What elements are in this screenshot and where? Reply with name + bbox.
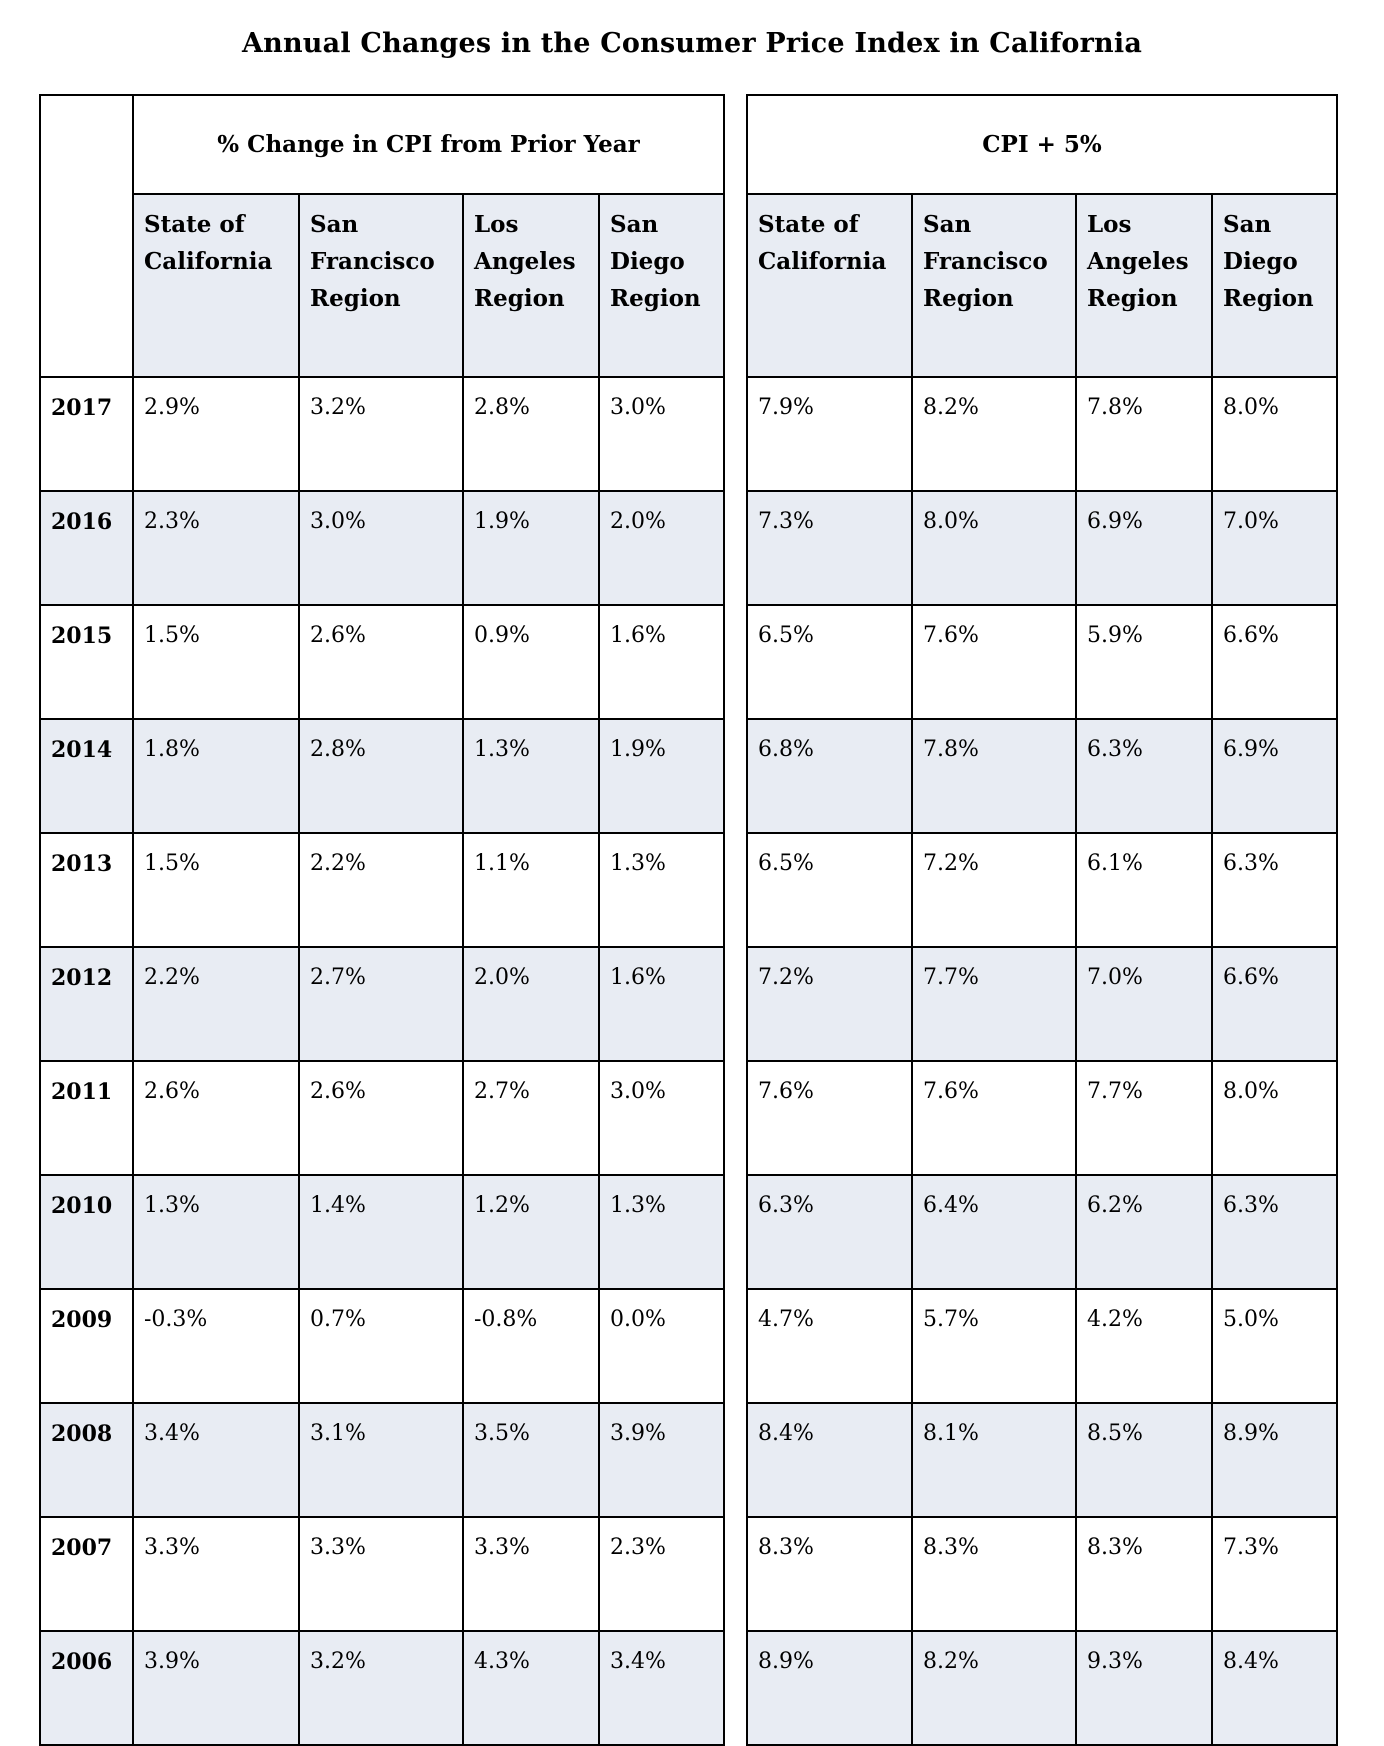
cpi-change-cell: 2.6% xyxy=(133,1061,299,1175)
cpi-change-cell: -0.8% xyxy=(463,1289,599,1403)
cpi-change-cell: 3.0% xyxy=(599,377,724,491)
table-row xyxy=(40,719,724,833)
column-header: San Francisco Region xyxy=(912,194,1076,377)
cpi-plus-five-cell: 7.6% xyxy=(912,1061,1076,1175)
year-cell: 2016 xyxy=(40,491,133,605)
year-cell: 2013 xyxy=(40,833,133,947)
table-row xyxy=(747,1289,1337,1403)
cpi-plus-five-cell: 6.6% xyxy=(1212,947,1337,1061)
cpi-plus-five-cell: 6.3% xyxy=(747,1175,912,1289)
cpi-change-cell: 1.3% xyxy=(133,1175,299,1289)
cpi-plus-five-cell: 8.0% xyxy=(1212,1061,1337,1175)
year-cell: 2007 xyxy=(40,1517,133,1631)
cpi-change-cell: 3.2% xyxy=(299,1631,463,1745)
cpi-plus-five-cell: 5.9% xyxy=(1076,605,1212,719)
cpi-change-cell: 2.0% xyxy=(463,947,599,1061)
table-row xyxy=(40,1289,724,1403)
table-row xyxy=(40,1403,724,1517)
cpi-change-cell: 3.9% xyxy=(133,1631,299,1745)
cpi-change-cell: 1.6% xyxy=(599,947,724,1061)
column-header: State of California xyxy=(747,194,912,377)
cpi-plus-five-cell: 6.4% xyxy=(912,1175,1076,1289)
cpi-change-cell: 2.3% xyxy=(133,491,299,605)
table-row xyxy=(747,377,1337,491)
cpi-plus-five-cell: 6.9% xyxy=(1212,719,1337,833)
cpi-change-cell: 3.5% xyxy=(463,1403,599,1517)
cpi-plus-five-cell: 7.2% xyxy=(747,947,912,1061)
group-header-row xyxy=(747,95,1337,194)
cpi-plus-five-table xyxy=(746,94,1338,1746)
cpi-change-cell: 2.7% xyxy=(299,947,463,1061)
cpi-change-cell: -0.3% xyxy=(133,1289,299,1403)
cpi-change-cell: 3.9% xyxy=(599,1403,724,1517)
column-header: Los Angeles Region xyxy=(463,194,599,377)
cpi-change-cell: 1.3% xyxy=(599,833,724,947)
table-row xyxy=(40,1517,724,1631)
cpi-plus-five-cell: 6.8% xyxy=(747,719,912,833)
column-header: San Francisco Region xyxy=(299,194,463,377)
cpi-change-cell: 2.8% xyxy=(463,377,599,491)
cpi-plus-five-cell: 8.3% xyxy=(1076,1517,1212,1631)
group-header-row xyxy=(40,95,724,194)
cpi-plus-five-cell: 8.4% xyxy=(747,1403,912,1517)
year-cell: 2014 xyxy=(40,719,133,833)
cpi-change-cell: 1.6% xyxy=(599,605,724,719)
cpi-change-cell: 3.0% xyxy=(299,491,463,605)
cpi-change-cell: 1.2% xyxy=(463,1175,599,1289)
page-title: Annual Changes in the Consumer Price Index in California xyxy=(241,28,1143,59)
cpi-change-cell: 2.6% xyxy=(299,605,463,719)
column-header: State of California xyxy=(133,194,299,377)
cpi-change-cell: 1.5% xyxy=(133,605,299,719)
cpi-change-cell: 0.0% xyxy=(599,1289,724,1403)
cpi-change-cell: 2.7% xyxy=(463,1061,599,1175)
year-cell: 2010 xyxy=(40,1175,133,1289)
cpi-change-cell: 3.0% xyxy=(599,1061,724,1175)
year-cell: 2012 xyxy=(40,947,133,1061)
cpi-change-cell: 1.3% xyxy=(463,719,599,833)
cpi-change-cell: 4.3% xyxy=(463,1631,599,1745)
cpi-plus-five-cell: 7.2% xyxy=(912,833,1076,947)
table-row xyxy=(747,1517,1337,1631)
cpi-change-cell: 3.2% xyxy=(299,377,463,491)
cpi-plus-five-cell: 8.0% xyxy=(1212,377,1337,491)
year-cell: 2006 xyxy=(40,1631,133,1745)
cpi-plus-five-cell: 8.9% xyxy=(747,1631,912,1745)
table-row xyxy=(40,1061,724,1175)
cpi-plus-five-cell: 6.9% xyxy=(1076,491,1212,605)
cpi-change-cell: 2.8% xyxy=(299,719,463,833)
cpi-plus-five-cell: 7.8% xyxy=(1076,377,1212,491)
cpi-change-cell: 2.3% xyxy=(599,1517,724,1631)
cpi-plus-five-cell: 6.5% xyxy=(747,605,912,719)
cpi-plus-five-cell: 6.3% xyxy=(1076,719,1212,833)
table-row xyxy=(747,605,1337,719)
table-row xyxy=(40,833,724,947)
cpi-plus-five-cell: 6.6% xyxy=(1212,605,1337,719)
table-row xyxy=(747,1175,1337,1289)
table-row xyxy=(40,947,724,1061)
cpi-change-cell: 1.1% xyxy=(463,833,599,947)
cpi-change-cell: 1.3% xyxy=(599,1175,724,1289)
cpi-plus-five-cell: 7.7% xyxy=(912,947,1076,1061)
table-row xyxy=(40,1175,724,1289)
cpi-change-cell: 3.3% xyxy=(299,1517,463,1631)
cpi-plus-five-cell: 9.3% xyxy=(1076,1631,1212,1745)
table-row xyxy=(40,1631,724,1745)
cpi-change-cell: 1.4% xyxy=(299,1175,463,1289)
cpi-plus-five-cell: 6.5% xyxy=(747,833,912,947)
cpi-plus-five-cell: 7.3% xyxy=(1212,1517,1337,1631)
cpi-change-cell: 3.3% xyxy=(463,1517,599,1631)
cpi-plus-five-cell: 6.3% xyxy=(1212,833,1337,947)
year-cell: 2009 xyxy=(40,1289,133,1403)
cpi-plus-five-cell: 6.1% xyxy=(1076,833,1212,947)
year-header-corner xyxy=(40,95,133,377)
cpi-change-cell: 2.6% xyxy=(299,1061,463,1175)
cpi-change-cell: 3.4% xyxy=(599,1631,724,1745)
table-row xyxy=(747,947,1337,1061)
column-header-row xyxy=(40,194,724,377)
column-header: San Diego Region xyxy=(1212,194,1337,377)
cpi-change-cell: 2.2% xyxy=(133,947,299,1061)
cpi-plus-five-cell: 4.2% xyxy=(1076,1289,1212,1403)
cpi-change-cell: 1.9% xyxy=(599,719,724,833)
cpi-change-cell: 1.5% xyxy=(133,833,299,947)
table-row xyxy=(747,1631,1337,1745)
cpi-plus-five-cell: 7.8% xyxy=(912,719,1076,833)
cpi-change-cell: 0.9% xyxy=(463,605,599,719)
cpi-plus-five-cell: 6.2% xyxy=(1076,1175,1212,1289)
column-header-row xyxy=(747,194,1337,377)
table-row xyxy=(747,1061,1337,1175)
year-cell: 2015 xyxy=(40,605,133,719)
year-cell: 2011 xyxy=(40,1061,133,1175)
cpi-plus-five-cell: 8.5% xyxy=(1076,1403,1212,1517)
column-header: San Diego Region xyxy=(599,194,724,377)
cpi-plus-five-cell: 7.6% xyxy=(912,605,1076,719)
cpi-change-cell: 0.7% xyxy=(299,1289,463,1403)
group-header-cpi-plus-five: CPI + 5% xyxy=(747,95,1337,194)
cpi-plus-five-cell: 5.7% xyxy=(912,1289,1076,1403)
cpi-plus-five-cell: 7.3% xyxy=(747,491,912,605)
cpi-plus-five-cell: 6.3% xyxy=(1212,1175,1337,1289)
cpi-plus-five-cell: 7.9% xyxy=(747,377,912,491)
cpi-plus-five-cell: 4.7% xyxy=(747,1289,912,1403)
cpi-change-cell: 3.3% xyxy=(133,1517,299,1631)
cpi-plus-five-cell: 7.0% xyxy=(1212,491,1337,605)
cpi-plus-five-cell: 8.2% xyxy=(912,1631,1076,1745)
cpi-plus-five-cell: 8.9% xyxy=(1212,1403,1337,1517)
year-cell: 2008 xyxy=(40,1403,133,1517)
table-row xyxy=(40,491,724,605)
cpi-plus-five-cell: 7.6% xyxy=(747,1061,912,1175)
cpi-change-table xyxy=(39,94,725,1746)
cpi-change-cell: 1.9% xyxy=(463,491,599,605)
table-row xyxy=(747,491,1337,605)
cpi-change-cell: 2.2% xyxy=(299,833,463,947)
column-header: Los Angeles Region xyxy=(1076,194,1212,377)
cpi-change-cell: 3.1% xyxy=(299,1403,463,1517)
cpi-plus-five-cell: 7.0% xyxy=(1076,947,1212,1061)
group-header-cpi-change: % Change in CPI from Prior Year xyxy=(133,95,724,194)
table-row xyxy=(747,833,1337,947)
table-row xyxy=(747,1403,1337,1517)
cpi-plus-five-cell: 5.0% xyxy=(1212,1289,1337,1403)
year-cell: 2017 xyxy=(40,377,133,491)
cpi-plus-five-cell: 7.7% xyxy=(1076,1061,1212,1175)
cpi-change-cell: 2.9% xyxy=(133,377,299,491)
table-row xyxy=(40,377,724,491)
cpi-change-cell: 3.4% xyxy=(133,1403,299,1517)
table-row xyxy=(747,719,1337,833)
cpi-plus-five-cell: 8.3% xyxy=(912,1517,1076,1631)
cpi-plus-five-cell: 8.4% xyxy=(1212,1631,1337,1745)
cpi-plus-five-cell: 8.0% xyxy=(912,491,1076,605)
cpi-plus-five-cell: 8.1% xyxy=(912,1403,1076,1517)
cpi-change-cell: 1.8% xyxy=(133,719,299,833)
cpi-change-cell: 2.0% xyxy=(599,491,724,605)
cpi-plus-five-cell: 8.3% xyxy=(747,1517,912,1631)
cpi-plus-five-cell: 8.2% xyxy=(912,377,1076,491)
table-row xyxy=(40,605,724,719)
